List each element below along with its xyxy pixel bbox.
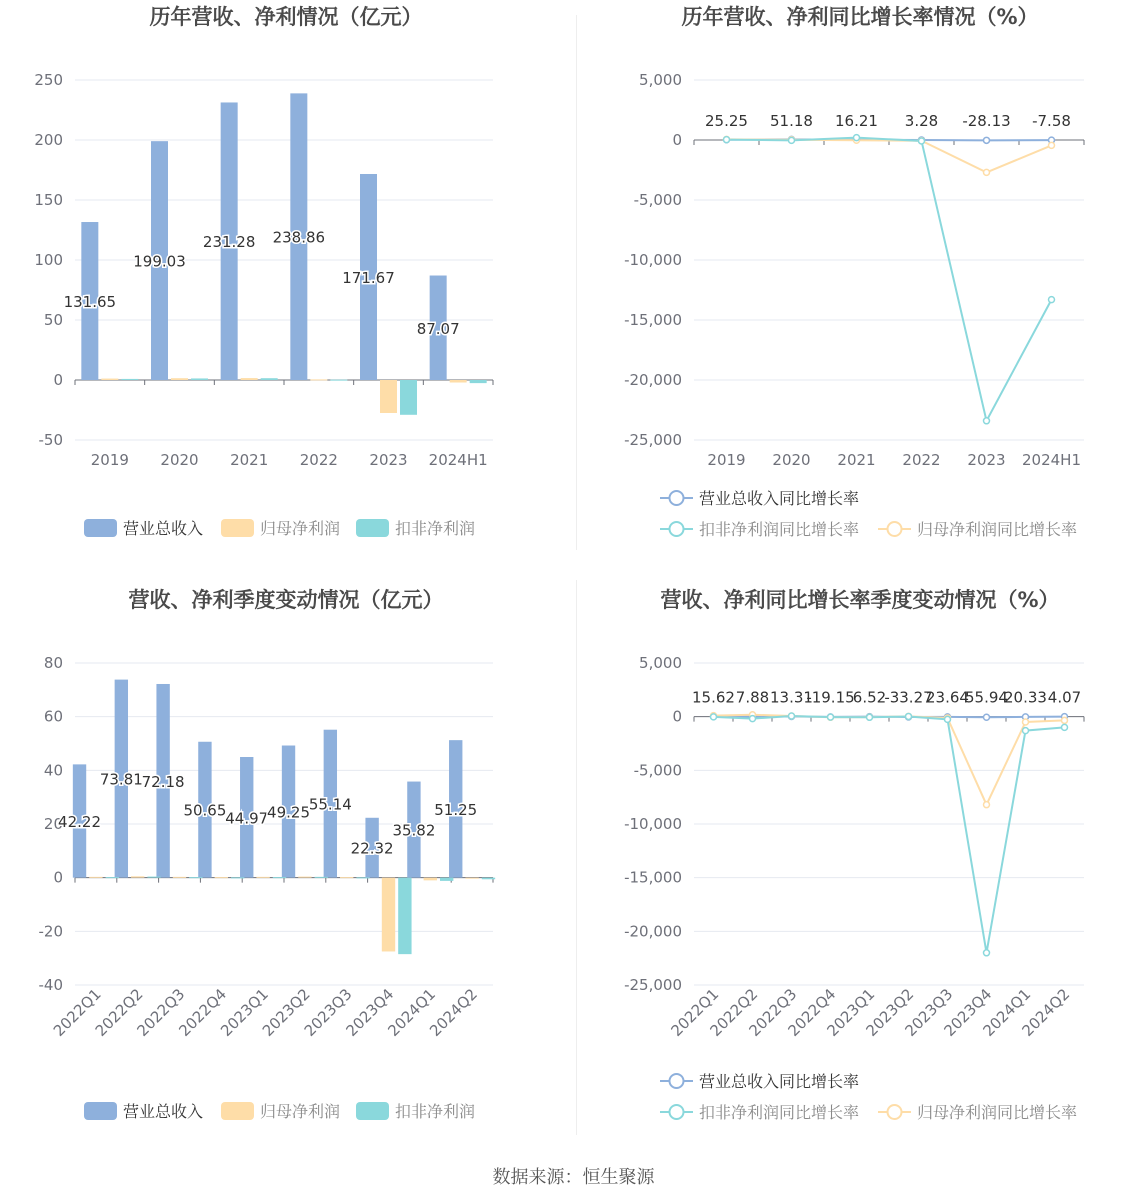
- bar-deducted-profit: [330, 380, 347, 381]
- y-tick-label: 40: [43, 761, 63, 780]
- data-label: 22.32: [350, 839, 394, 858]
- bar-deducted-profit: [121, 379, 138, 380]
- y-tick-label: 150: [34, 191, 63, 209]
- data-label: 42.22: [58, 813, 102, 832]
- y-tick-label: 5,000: [639, 654, 682, 672]
- bar-net-profit: [131, 876, 144, 877]
- data-label: 50.65: [183, 801, 227, 820]
- y-tick-label: 200: [34, 131, 63, 149]
- series-point-2: [1062, 724, 1068, 730]
- legend-marker: [670, 1105, 684, 1119]
- y-tick-label: 0: [672, 707, 682, 726]
- series-point-2: [789, 713, 795, 719]
- data-label: 16.21: [835, 112, 878, 130]
- bar-deducted-profit: [356, 877, 369, 878]
- data-label: 55.94: [965, 688, 1008, 707]
- series-point-1: [1023, 719, 1029, 725]
- y-tick-label: 0: [53, 868, 63, 887]
- series-point-2: [828, 714, 834, 720]
- series-point-2: [1049, 297, 1055, 303]
- bar-deducted-profit: [191, 378, 208, 380]
- data-label: 25.25: [705, 112, 748, 130]
- bar-net-profit: [215, 877, 228, 878]
- x-tick-label: 2023: [369, 451, 408, 469]
- x-tick-label: 2022Q3: [745, 985, 801, 1040]
- x-tick-label: 2024H1: [1022, 451, 1081, 469]
- x-tick-label: 2022Q1: [49, 985, 105, 1040]
- x-tick-label: 2024Q2: [1018, 985, 1074, 1040]
- legend-label: 归母净利润: [260, 1102, 341, 1121]
- series-point-2: [906, 713, 912, 719]
- chart-title: 历年营收、净利情况（亿元）: [149, 5, 423, 29]
- bar-deducted-profit: [147, 877, 160, 878]
- legend-label: 归母净利润: [260, 519, 341, 538]
- annual-revenue-profit-chart: [0, 0, 573, 583]
- bar-deducted-profit: [482, 878, 495, 880]
- legend-label: 营业总收入: [123, 519, 204, 538]
- series-point-2: [984, 950, 990, 956]
- y-tick-label: -25,000: [624, 976, 682, 994]
- x-tick-label: 2024Q2: [426, 985, 481, 1040]
- x-tick-label: 2023Q4: [940, 985, 996, 1040]
- series-line-2: [727, 138, 1052, 421]
- x-tick-label: 2020: [160, 451, 199, 469]
- series-point-2: [789, 137, 795, 143]
- data-label: 44.97: [225, 809, 269, 828]
- bar-deducted-profit: [261, 378, 278, 380]
- y-tick-label: -20,000: [624, 371, 682, 389]
- y-tick-label: 60: [43, 707, 63, 726]
- divider-top: [576, 15, 577, 550]
- series-point-2: [945, 716, 951, 722]
- legend-label: 扣非净利润: [395, 1102, 476, 1121]
- data-label: 23.64: [926, 688, 969, 707]
- series-line-1: [714, 715, 1065, 805]
- bar-deducted-profit: [400, 380, 417, 415]
- y-tick-label: 250: [34, 71, 63, 89]
- y-tick-label: -20: [38, 922, 63, 941]
- data-label: 15.62: [692, 688, 735, 707]
- legend-swatch: [356, 519, 389, 537]
- legend-label: 扣非净利润同比增长率: [699, 520, 860, 539]
- legend-label: 营业总收入: [123, 1102, 204, 1121]
- y-tick-label: 0: [53, 371, 63, 389]
- bar-deducted-profit: [106, 877, 119, 878]
- x-tick-label: 2023Q3: [901, 985, 957, 1040]
- bar-net-profit: [380, 380, 397, 413]
- annual-growth-rate-svg: [574, 0, 1147, 583]
- x-tick-label: 2024H1: [428, 451, 488, 469]
- y-tick-label: -15,000: [624, 311, 682, 329]
- x-tick-label: 2023Q2: [862, 985, 918, 1040]
- bar-net-profit: [89, 877, 102, 878]
- legend-marker: [888, 522, 902, 536]
- x-tick-label: 2021: [837, 451, 876, 469]
- data-label: -33.27: [884, 688, 933, 707]
- data-label: 49.25: [267, 803, 311, 822]
- data-label: 238.86: [272, 228, 326, 247]
- bar-deducted-profit: [440, 878, 453, 881]
- series-point-0: [984, 137, 990, 143]
- legend-marker: [670, 1074, 684, 1088]
- y-tick-label: 5,000: [639, 71, 682, 89]
- x-tick-label: 2020: [772, 451, 811, 469]
- data-label: 20.33: [1004, 688, 1047, 707]
- bar-deducted-profit: [231, 877, 244, 878]
- x-tick-label: 2021: [230, 451, 269, 469]
- x-tick-label: 2022Q4: [175, 985, 231, 1040]
- x-tick-label: 2022Q3: [133, 985, 189, 1040]
- y-tick-label: 80: [43, 654, 63, 672]
- legend-marker: [670, 522, 684, 536]
- data-label: 6.52: [852, 688, 887, 707]
- data-label: 131.65: [63, 293, 117, 312]
- series-point-2: [984, 418, 990, 424]
- data-label: 231.28: [202, 233, 256, 252]
- bar-net-profit: [173, 877, 186, 878]
- data-label: -28.13: [962, 112, 1011, 130]
- data-label: 171.67: [342, 268, 395, 287]
- legend-marker: [670, 491, 684, 505]
- bar-net-profit: [241, 378, 258, 380]
- bar-deducted-profit: [273, 877, 286, 878]
- legend-label: 扣非净利润同比增长率: [699, 1103, 860, 1122]
- series-point-2: [867, 714, 873, 720]
- series-point-2: [1023, 728, 1029, 734]
- x-tick-label: 2023Q1: [823, 985, 879, 1040]
- y-tick-label: 0: [672, 131, 682, 149]
- x-tick-label: 2022Q2: [706, 985, 762, 1040]
- bar-net-profit: [450, 380, 467, 383]
- y-tick-label: 20: [43, 815, 63, 833]
- x-tick-label: 2023: [967, 451, 1006, 469]
- legend-swatch: [221, 519, 254, 537]
- x-tick-label: 2022Q1: [667, 985, 723, 1040]
- legend-label: 归母净利润同比增长率: [917, 1103, 1078, 1122]
- x-tick-label: 2023Q3: [300, 985, 356, 1040]
- data-label: 51.18: [770, 112, 813, 130]
- data-label: 87.07: [416, 319, 460, 338]
- bar-deducted-profit: [189, 877, 202, 878]
- legend-label: 营业总收入同比增长率: [699, 489, 860, 508]
- bar-net-profit: [310, 379, 327, 380]
- bar-net-profit: [298, 877, 311, 878]
- series-point-2: [919, 138, 925, 144]
- data-label: -7.58: [1032, 112, 1071, 130]
- x-tick-label: 2023Q2: [258, 985, 314, 1040]
- series-point-2: [854, 135, 860, 141]
- legend-label: 扣非净利润: [395, 519, 476, 538]
- data-label: 13.31: [770, 688, 813, 707]
- series-point-2: [724, 137, 730, 143]
- legend-swatch: [84, 1102, 117, 1120]
- y-tick-label: -5,000: [633, 191, 682, 209]
- x-tick-label: 2023Q1: [217, 985, 272, 1040]
- legend-swatch: [84, 519, 117, 537]
- bar-deducted-profit: [315, 877, 328, 878]
- y-tick-label: -20,000: [624, 922, 682, 941]
- x-tick-label: 2019: [90, 451, 129, 469]
- legend-label: 归母净利润同比增长率: [917, 520, 1078, 539]
- legend-swatch: [221, 1102, 254, 1120]
- data-source-note: 数据来源：恒生聚源: [492, 1167, 655, 1188]
- legend-label: 营业总收入同比增长率: [699, 1072, 860, 1091]
- bar-net-profit: [382, 878, 395, 952]
- quarterly-revenue-profit-svg: [0, 583, 573, 1166]
- legend-marker: [888, 1105, 902, 1119]
- y-tick-label: -25,000: [624, 431, 682, 449]
- x-tick-label: 2022Q4: [784, 985, 840, 1040]
- legend-swatch: [356, 1102, 389, 1120]
- annual-revenue-profit-svg: [0, 0, 573, 583]
- data-label: 51.25: [434, 800, 478, 819]
- series-point-2: [750, 716, 756, 722]
- chart-title: 历年营收、净利同比增长率情况（%）: [681, 5, 1039, 29]
- series-point-1: [1049, 142, 1055, 148]
- series-point-1: [984, 169, 990, 175]
- data-label: 4.07: [1047, 688, 1082, 707]
- bar-net-profit: [424, 878, 437, 881]
- annual-growth-rate-chart: [574, 0, 1147, 583]
- y-tick-label: -50: [38, 431, 63, 449]
- data-label: 35.82: [392, 821, 436, 840]
- chart-title: 营收、净利同比增长率季度变动情况（%）: [660, 588, 1060, 612]
- data-label: 55.14: [308, 795, 352, 814]
- data-label: 73.81: [99, 770, 143, 789]
- y-tick-label: 50: [43, 311, 63, 329]
- bar-net-profit: [256, 877, 269, 878]
- quarterly-revenue-profit-chart: [0, 583, 573, 1166]
- series-point-1: [984, 802, 990, 808]
- data-label: -19.15: [806, 688, 855, 707]
- x-tick-label: 2022Q2: [91, 985, 147, 1040]
- y-tick-label: 100: [34, 251, 63, 269]
- y-tick-label: -10,000: [624, 815, 682, 833]
- quarterly-growth-rate-svg: [574, 583, 1147, 1166]
- x-tick-label: 2019: [707, 451, 746, 469]
- data-label: 3.28: [904, 112, 939, 130]
- bar-deducted-profit: [398, 878, 411, 954]
- series-point-0: [984, 714, 990, 720]
- x-tick-label: 2023Q4: [342, 985, 398, 1040]
- x-tick-label: 2024Q1: [979, 985, 1035, 1040]
- divider-bottom: [576, 580, 577, 1135]
- x-tick-label: 2022: [299, 451, 338, 469]
- y-tick-label: -40: [38, 976, 63, 994]
- data-label: 7.88: [735, 688, 770, 707]
- bar-deducted-profit: [470, 380, 487, 383]
- bar-net-profit: [101, 379, 118, 380]
- series-point-1: [1062, 717, 1068, 723]
- quarterly-growth-rate-chart: [574, 583, 1147, 1166]
- chart-title: 营收、净利季度变动情况（亿元）: [128, 588, 444, 612]
- bar-net-profit: [171, 378, 188, 380]
- x-tick-label: 2022: [902, 451, 941, 469]
- data-label: 199.03: [133, 252, 186, 271]
- y-tick-label: -5,000: [633, 761, 682, 780]
- y-tick-label: -10,000: [624, 251, 682, 269]
- data-label: 72.18: [141, 772, 185, 791]
- y-tick-label: -15,000: [624, 868, 682, 887]
- series-point-2: [711, 714, 717, 720]
- bar-net-profit: [340, 877, 353, 878]
- bar-net-profit: [465, 878, 478, 879]
- x-tick-label: 2024Q1: [384, 985, 440, 1040]
